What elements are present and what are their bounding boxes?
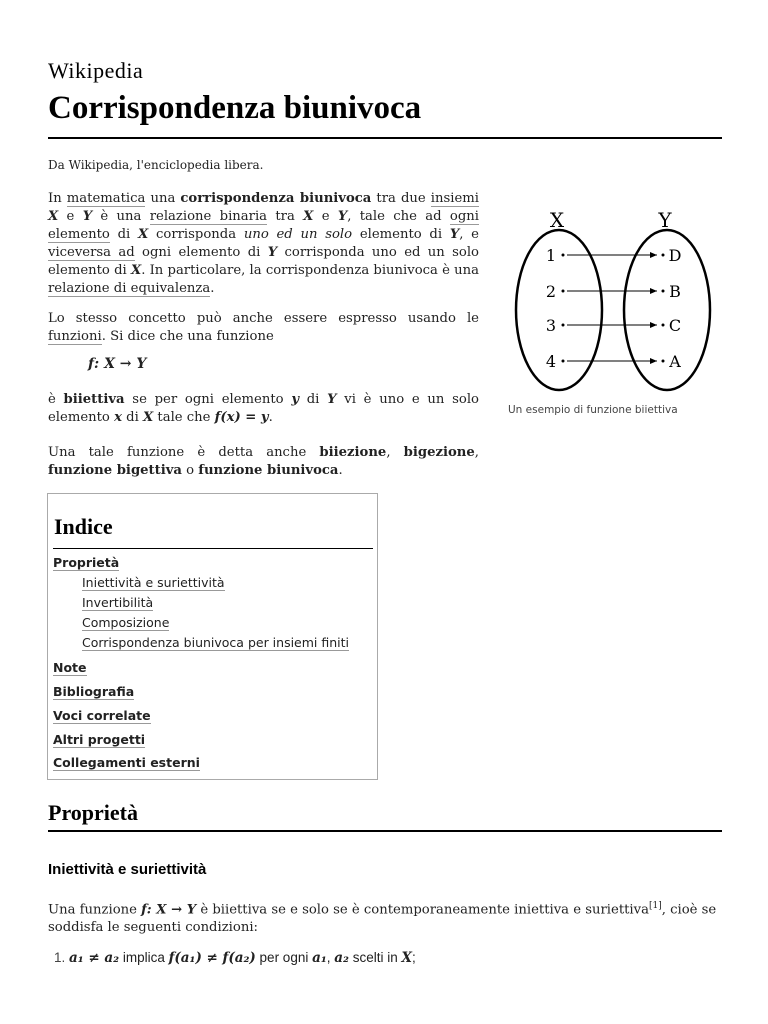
math-x: X bbox=[142, 410, 154, 425]
codomain-element: C bbox=[668, 316, 682, 335]
toc-heading: Indice bbox=[54, 514, 113, 539]
italic-text: uno ed un solo bbox=[243, 227, 353, 242]
set-x-ellipse bbox=[516, 230, 602, 390]
link-funzioni[interactable]: funzioni bbox=[48, 329, 102, 344]
math-y: Y bbox=[327, 392, 337, 407]
toc-item-note[interactable]: Note bbox=[53, 660, 87, 675]
codomain-element: A bbox=[669, 352, 681, 371]
math-x: X bbox=[138, 227, 149, 242]
text: di bbox=[109, 227, 139, 242]
toc-item-invertibilita[interactable]: Invertibilità bbox=[82, 595, 154, 610]
math-x: X bbox=[48, 209, 59, 224]
text: , tale che ad bbox=[347, 209, 450, 224]
text: è una bbox=[92, 209, 150, 224]
condition-list-item bbox=[54, 950, 416, 966]
subsection-heading: Iniettività e suriettività bbox=[48, 861, 207, 878]
text: Una tale funzione è detta anche bbox=[48, 445, 320, 460]
domain-dot bbox=[562, 290, 565, 293]
text: ogni elemento di bbox=[134, 245, 268, 260]
domain-dot bbox=[562, 324, 565, 327]
text: scelti in bbox=[348, 950, 402, 965]
page-title: Corrispondenza biunivoca bbox=[48, 90, 422, 126]
text: , cioè se soddisfa le seguenti condizioni: bbox=[48, 902, 717, 936]
math-x: X bbox=[401, 950, 412, 966]
math-function: f: X → Y bbox=[141, 902, 197, 918]
link-relazione-equivalenza[interactable]: relazione di equivalenza bbox=[48, 281, 211, 296]
bold-term: biiezione bbox=[319, 445, 387, 460]
domain-element: 3 bbox=[545, 316, 557, 335]
table-of-contents bbox=[47, 493, 378, 780]
toc-item-insiemi-finiti[interactable]: Corrispondenza biunivoca per insiemi finiti bbox=[82, 635, 350, 650]
link-relazione-binaria[interactable]: relazione binaria bbox=[149, 209, 268, 224]
logo-text: Wikipedia bbox=[48, 58, 144, 83]
figure-caption: Un esempio di funzione biiettiva bbox=[508, 404, 678, 416]
bold-term: bigezione bbox=[403, 445, 475, 460]
text: una bbox=[145, 191, 181, 206]
codomain-element: B bbox=[669, 282, 681, 301]
text: elemento di bbox=[352, 227, 450, 242]
text: di bbox=[299, 392, 328, 407]
source-note: Da Wikipedia, l'enciclopedia libera. bbox=[48, 158, 264, 172]
text: vi è uno e un solo elemento bbox=[48, 392, 479, 425]
math-x: X bbox=[303, 209, 314, 224]
domain-element: 4 bbox=[545, 352, 557, 371]
reference-link[interactable]: [1] bbox=[648, 901, 662, 911]
bijection-figure[interactable] bbox=[505, 200, 720, 400]
toc-divider bbox=[53, 548, 373, 549]
text: In bbox=[48, 191, 67, 206]
intro-paragraph-1 bbox=[48, 190, 479, 298]
section-paragraph bbox=[48, 897, 722, 937]
list-number: 1. bbox=[54, 950, 66, 965]
text: Una funzione bbox=[48, 902, 142, 918]
set-x-label: X bbox=[549, 208, 565, 232]
text: . In particolare, la corrispondenza biunivoca è una bbox=[141, 263, 479, 278]
formula-function: f: X → Y bbox=[88, 356, 147, 372]
math-condition: a₁ ≠ a₂ bbox=[69, 950, 120, 966]
text: ; bbox=[411, 950, 416, 965]
link-insiemi[interactable]: insiemi bbox=[430, 191, 479, 206]
bold-term: biiettiva bbox=[63, 392, 125, 407]
bold-term: funzione biunivoca bbox=[198, 463, 339, 478]
intro-paragraph-2 bbox=[48, 310, 479, 346]
text: Lo stesso concetto può anche essere espresso usando le bbox=[48, 311, 479, 326]
text: , bbox=[386, 445, 404, 460]
text: , bbox=[326, 950, 335, 965]
text: tra due bbox=[371, 191, 431, 206]
text: . bbox=[268, 410, 273, 425]
bijection-diagram bbox=[505, 200, 720, 400]
text: e bbox=[569, 902, 586, 918]
set-y-ellipse bbox=[624, 230, 710, 390]
section-heading-proprieta: Proprietà bbox=[48, 800, 139, 825]
link-ogni-elemento[interactable]: ogni elemento bbox=[48, 209, 479, 242]
math-x: X bbox=[130, 263, 142, 278]
text: di bbox=[121, 410, 143, 425]
text: e bbox=[313, 209, 338, 224]
codomain-dot bbox=[662, 254, 665, 257]
math-x-lower: x bbox=[114, 410, 122, 425]
text: . bbox=[338, 463, 343, 478]
text: corrisponda uno ed un solo elemento di bbox=[48, 245, 479, 278]
link-iniettiva[interactable]: iniettiva bbox=[514, 902, 570, 918]
wikipedia-logo[interactable] bbox=[48, 58, 143, 84]
text: o bbox=[181, 463, 199, 478]
text: e bbox=[58, 209, 83, 224]
toc-item-iniettivita[interactable]: Iniettività e suriettività bbox=[82, 575, 225, 590]
text: è bbox=[48, 392, 64, 407]
toc-item-proprieta[interactable]: Proprietà bbox=[53, 555, 120, 570]
text: tra bbox=[267, 209, 304, 224]
intro-paragraph-4 bbox=[48, 444, 479, 480]
text: corrisponda bbox=[148, 227, 244, 242]
codomain-element: D bbox=[668, 246, 682, 265]
codomain-dot bbox=[662, 324, 665, 327]
math-a1: a₁ bbox=[312, 950, 327, 966]
section-divider bbox=[48, 830, 722, 832]
domain-element: 2 bbox=[545, 282, 557, 301]
text: , bbox=[474, 445, 479, 460]
toc-item-composizione[interactable]: Composizione bbox=[82, 615, 170, 630]
link-suriettiva[interactable]: suriettiva bbox=[585, 902, 649, 918]
toc-item-altri-progetti[interactable]: Altri progetti bbox=[53, 732, 146, 747]
text: . bbox=[210, 281, 215, 296]
math-y: Y bbox=[82, 209, 93, 224]
text: se per ogni elemento bbox=[124, 392, 292, 407]
link-viceversa[interactable]: viceversa ad bbox=[48, 245, 135, 260]
intro-paragraph-3 bbox=[48, 391, 479, 427]
toc-item-collegamenti-esterni[interactable]: Collegamenti esterni bbox=[53, 755, 200, 770]
text: . Si dice che una funzione bbox=[101, 329, 274, 344]
toc-item-voci-correlate[interactable]: Voci correlate bbox=[53, 708, 151, 723]
link-matematica[interactable]: matematica bbox=[66, 191, 146, 206]
domain-dot bbox=[562, 360, 565, 363]
math-condition: f(a₁) ≠ f(a₂) bbox=[168, 950, 256, 966]
bold-term: corrispondenza biunivoca bbox=[180, 191, 372, 206]
math-y-lower: y bbox=[291, 392, 299, 407]
bold-term: funzione bigettiva bbox=[48, 463, 182, 478]
math-y: Y bbox=[337, 209, 348, 224]
text: tale che bbox=[153, 410, 215, 425]
codomain-dot bbox=[662, 290, 665, 293]
text: è biiettiva se e solo se è contemporaneamente bbox=[196, 902, 515, 918]
title-divider bbox=[48, 137, 722, 139]
math-a2: a₂ bbox=[334, 950, 349, 966]
toc-item-bibliografia[interactable]: Bibliografia bbox=[53, 684, 135, 699]
math-y: Y bbox=[267, 245, 278, 260]
text: per ogni bbox=[255, 950, 313, 965]
domain-dot bbox=[562, 254, 565, 257]
text: implica bbox=[119, 950, 169, 965]
text: , e bbox=[459, 227, 479, 242]
math-y: Y bbox=[449, 227, 460, 242]
codomain-dot bbox=[662, 360, 665, 363]
set-y-label: Y bbox=[658, 208, 672, 232]
domain-element: 1 bbox=[545, 246, 557, 265]
math-fx: f(x) = y bbox=[214, 410, 269, 425]
